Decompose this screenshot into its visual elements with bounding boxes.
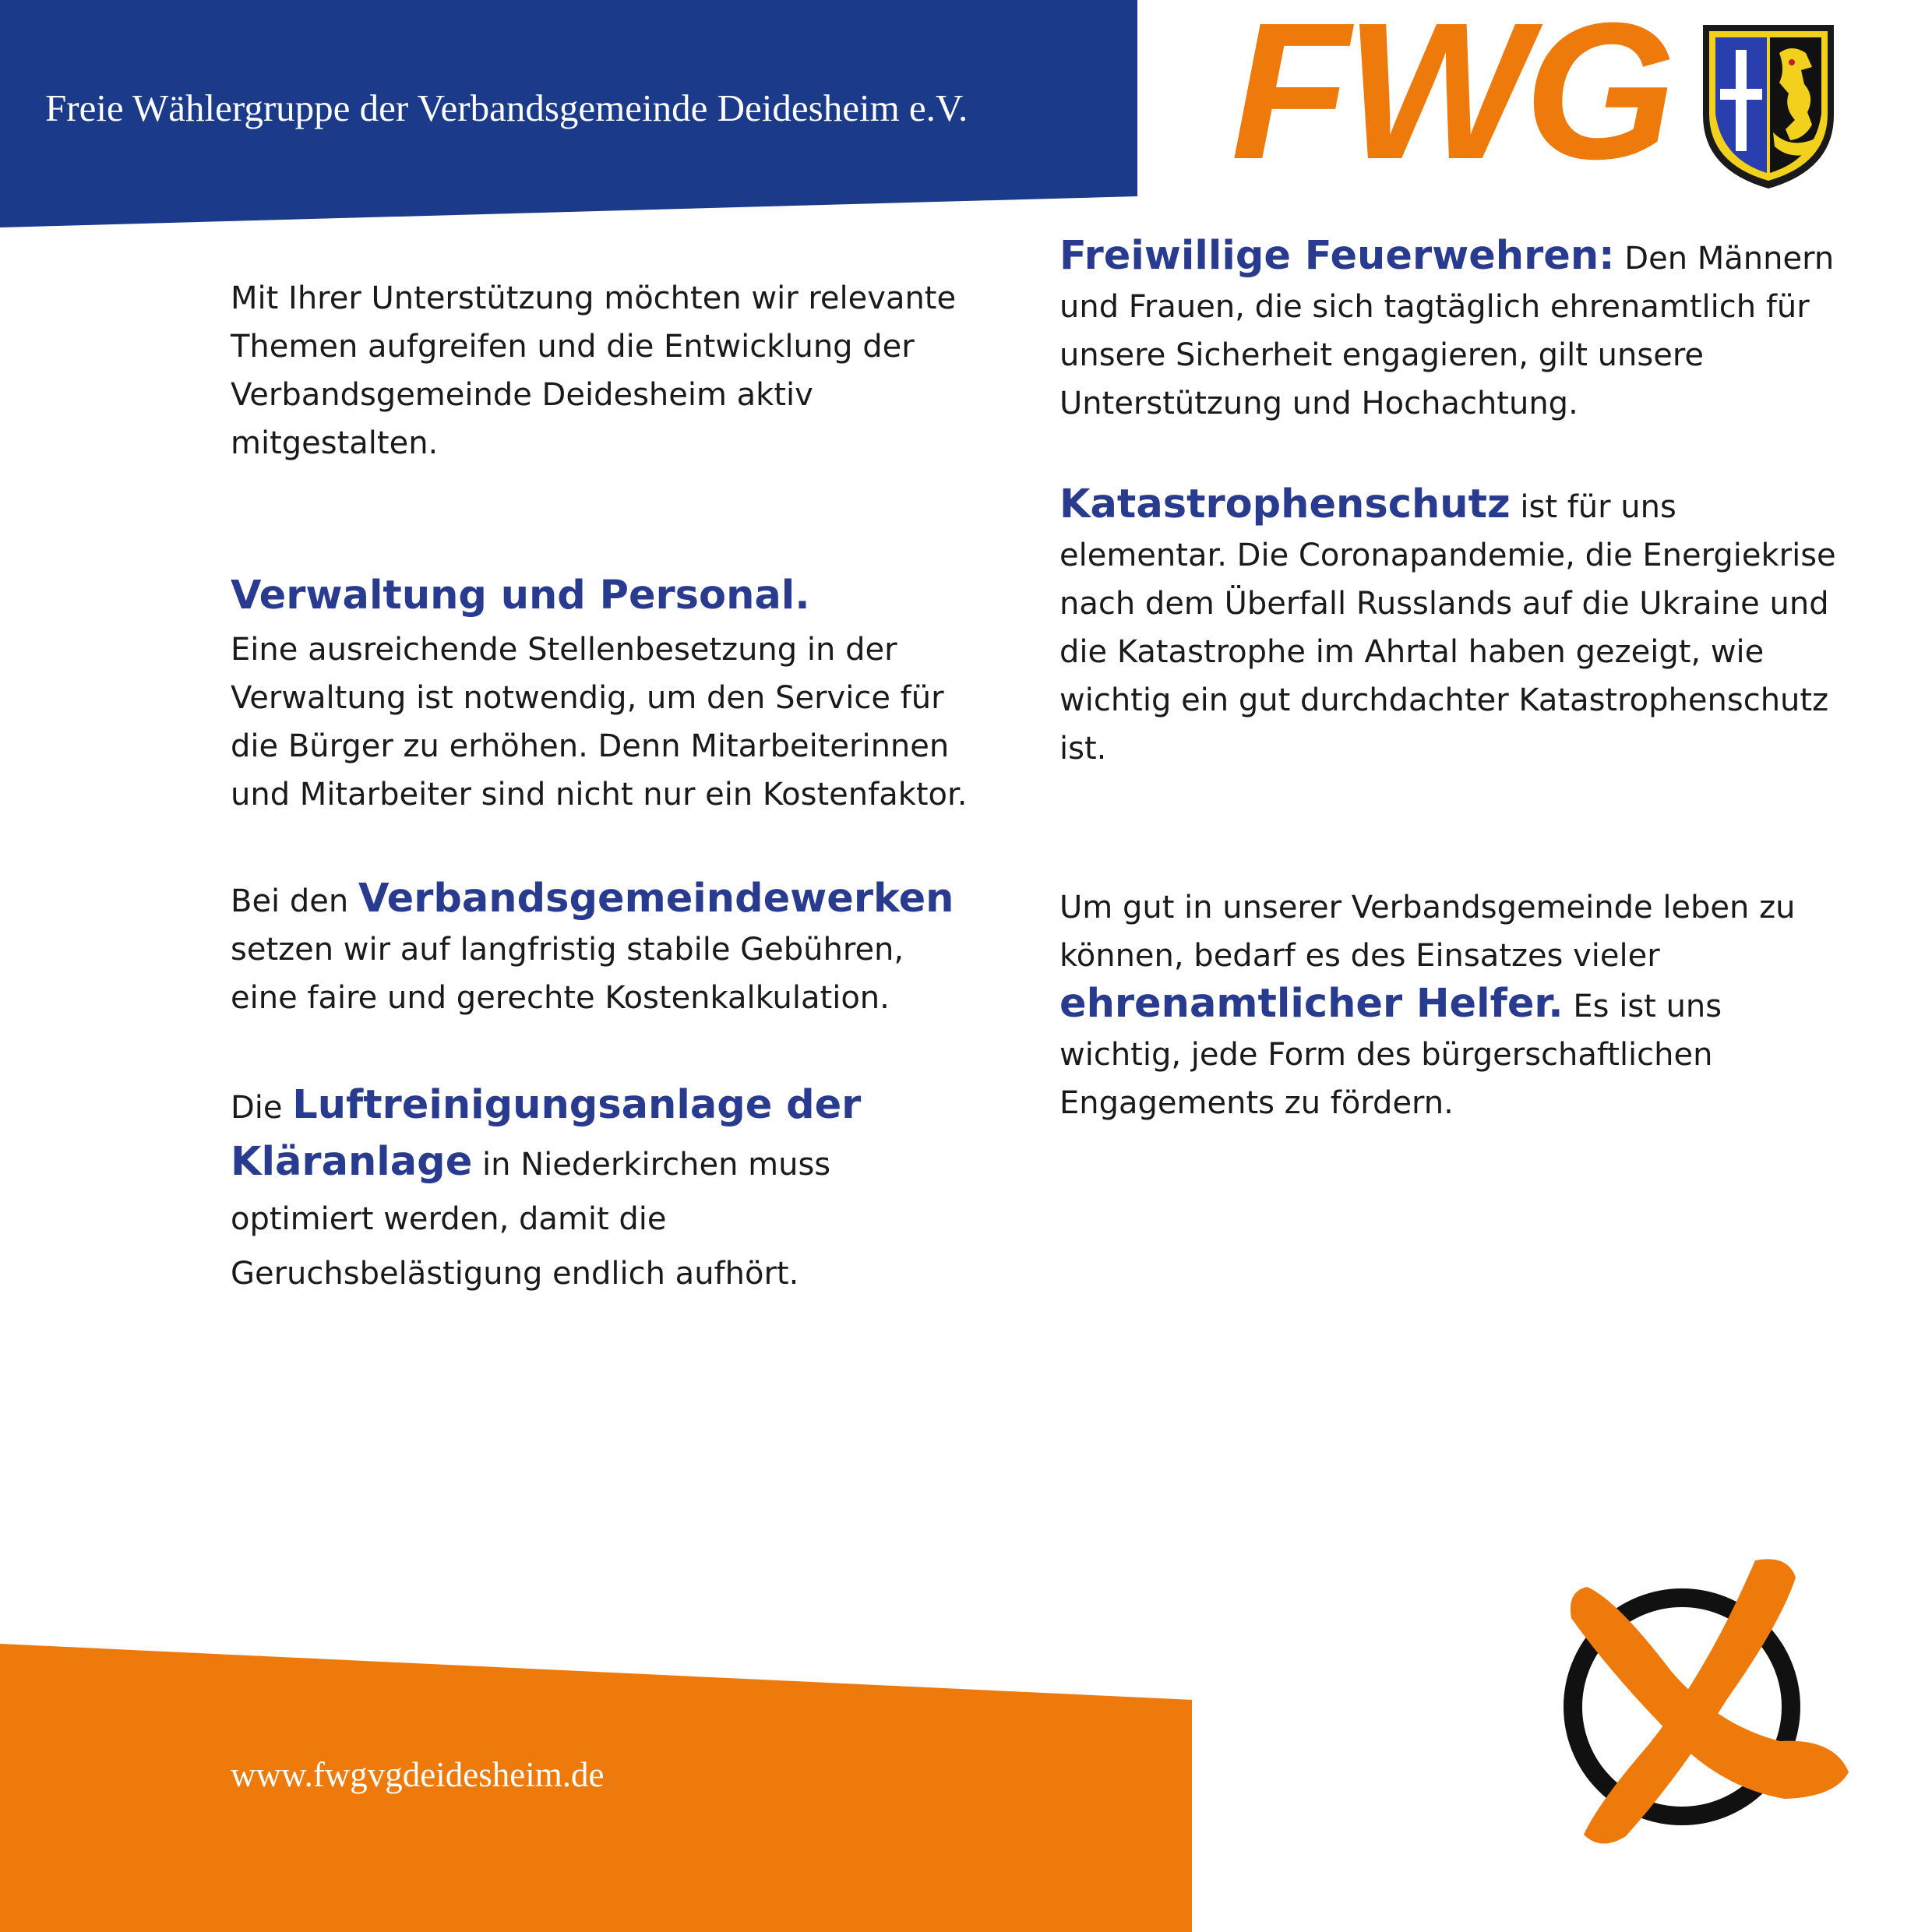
helfer-paragraph <box>1059 883 1846 1127</box>
feuerwehr-heading: Freiwillige Feuerwehren: <box>1059 233 1615 279</box>
intro-text: Mit Ihrer Unterstützung möchten wir relevante Themen aufgreifen und die Entwicklung der Verbandsgemeinde Deidesheim aktiv mitgestalten. <box>231 280 957 461</box>
coat-of-arms-icon <box>1698 22 1839 192</box>
right-column <box>1059 232 1846 1127</box>
werke-paragraph <box>231 875 978 1022</box>
werke-prefix: Bei den <box>231 883 349 919</box>
kat-heading: Katastrophenschutz <box>1059 481 1511 527</box>
anlage-text: in Niederkirchen muss optimiert werden, damit die Geruchsbelästigung endlich aufhört. <box>231 1147 831 1292</box>
website-link[interactable]: www.fwgvgdeidesheim.de <box>231 1755 605 1794</box>
helfer-heading: ehrenamtlicher Helfer. <box>1059 981 1564 1027</box>
anlage-paragraph <box>231 1078 978 1301</box>
werke-heading: Verbandsgemeindewerken <box>358 876 954 922</box>
werke-text: setzen wir auf langfristig stabile Gebühren, eine faire und gerechte Kostenkalkulation. <box>231 932 904 1016</box>
kat-text: ist für uns elementar. Die Coronapandemie, die Energiekrise nach dem Überfall Russlands auf die Ukraine und die Katastrophe im Ahrtal haben gezeigt, wie wichtig ein gut durchdachter Katastrophenschutz ist. <box>1059 489 1836 767</box>
left-column <box>231 274 978 1301</box>
organization-name: Freie Wählergruppe der Verbandsgemeinde Deidesheim e.V. <box>45 86 968 129</box>
verwaltung-text: Eine ausreichende Stellenbesetzung in der Verwaltung ist notwendig, um den Service für die Bürger zu erhöhen. Denn Mitarbeiterinnen und Mitarbeiter sind nicht nur ein Kostenfaktor. <box>231 632 968 813</box>
feuerwehr-text: Den Männern und Frauen, die sich tagtäglich ehrenamtlich für unsere Sicherheit engagieren, gilt unsere Unterstützung und Hochachtung. <box>1059 241 1835 421</box>
ballot-cross-icon <box>1554 1554 1858 1858</box>
verwaltung-heading: Verwaltung und Personal. <box>231 573 810 619</box>
helfer-prefix: Um gut in unserer Verbandsgemeinde leben zu können, bedarf es des Einsatzes vieler <box>1059 890 1796 974</box>
feuerwehr-paragraph <box>1059 232 1846 428</box>
fwg-logo: FWG <box>1231 0 1672 199</box>
kat-paragraph <box>1059 481 1846 773</box>
anlage-prefix: Die <box>231 1090 283 1126</box>
anlage-heading: Luftreinigungsanlage der Kläranlage <box>231 1082 862 1185</box>
helfer-text: Es ist uns wichtig, jede Form des bürgerschaftlichen Engagements zu fördern. <box>1059 989 1722 1121</box>
